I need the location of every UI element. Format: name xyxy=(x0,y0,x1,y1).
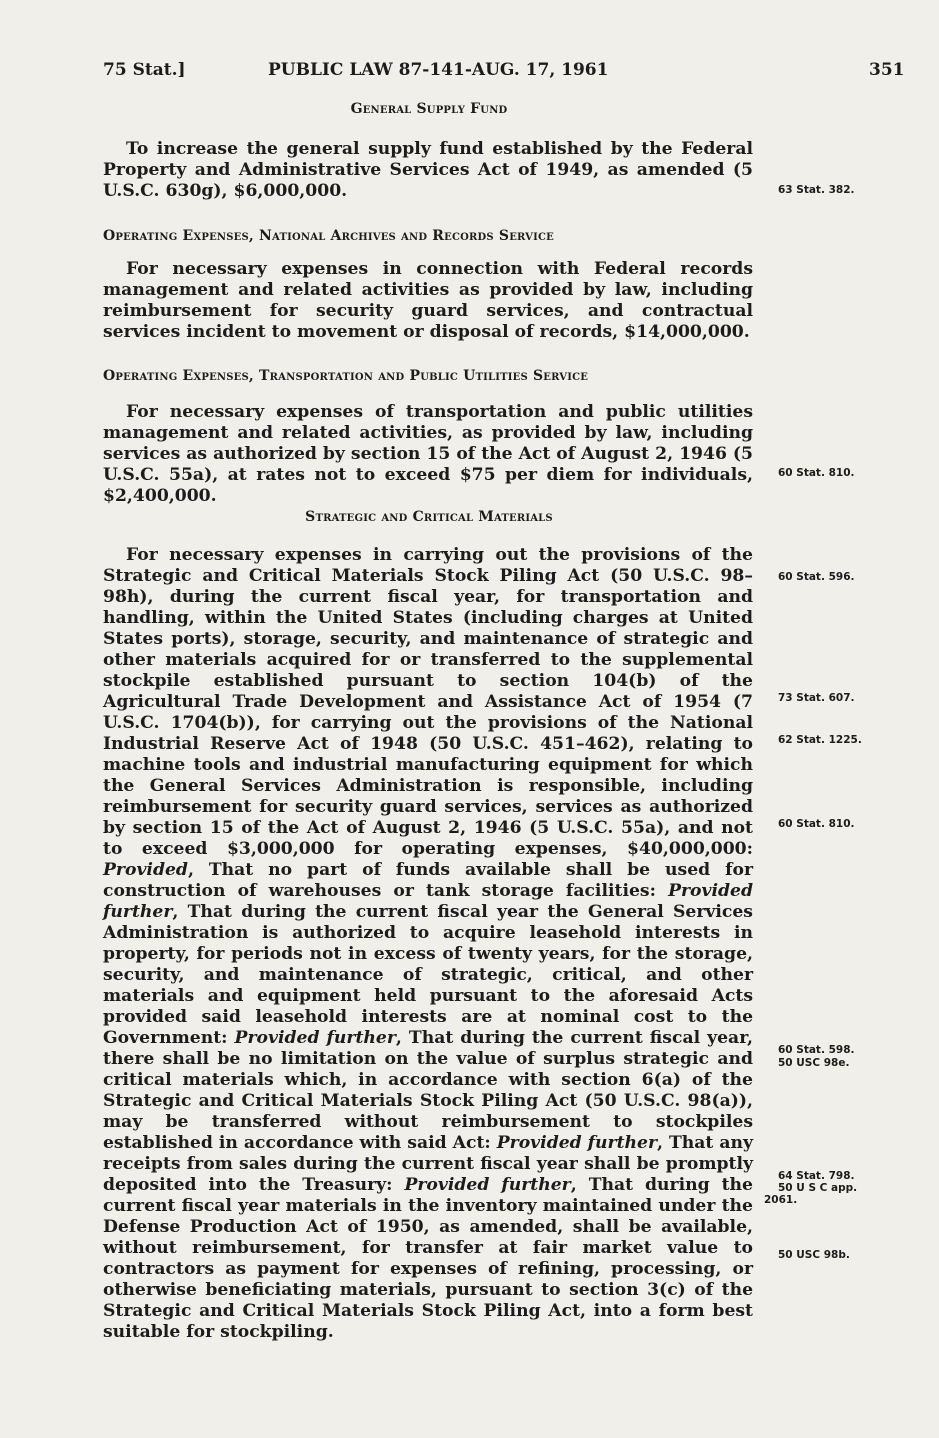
margin-note-citation: 63 Stat. 382. xyxy=(778,184,855,196)
law-citation: PUBLIC LAW 87-141-AUG. 17, 1961 xyxy=(268,60,609,80)
section-heading-general-supply-fund: General Supply Fund xyxy=(350,101,508,117)
proviso-term: Provided further xyxy=(103,881,753,922)
section-heading-transportation-utilities: Operating Expenses, Transportation and Public Utilities Service xyxy=(103,368,589,384)
margin-note-citation: 60 Stat. 598. xyxy=(778,1044,855,1056)
margin-note-citation: 60 Stat. 596. xyxy=(778,571,855,583)
paragraph-transportation-utilities: For necessary expenses of transportation and public utilities management and related activities, as provided by law, including services as authorized by section 15 of the Act of August 2, 1946 (5 U.S.C. 55a), at rates not to exceed $75 per diem for individuals, $2,400,000. xyxy=(103,402,753,506)
proviso-term: Provided further xyxy=(234,1028,396,1048)
margin-note-citation: 73 Stat. 607. xyxy=(778,692,855,704)
margin-note-citation: 64 Stat. 798. xyxy=(778,1170,855,1182)
margin-note-citation: 60 Stat. 810. xyxy=(778,818,855,830)
proviso-term: Provided further xyxy=(404,1175,571,1195)
paragraph-national-archives: For necessary expenses in connection with Federal records management and related activities as provided by law, including reimbursement for security guard services, and contractual services incident to movement or disposal of records, $14,000,000. xyxy=(103,259,753,342)
page-number: 351 xyxy=(869,60,905,80)
margin-note-citation: 60 Stat. 810. xyxy=(778,467,855,479)
margin-note-citation: 2061. xyxy=(764,1194,798,1206)
proviso-term: Provided further xyxy=(496,1133,658,1153)
statute-volume: 75 Stat.] xyxy=(103,60,186,80)
section-heading-national-archives: Operating Expenses, National Archives and Records Service xyxy=(103,228,554,244)
strategic-text-6: , That during the current fiscal year materials in the inventory maintained under the Defense Production Act of 1950, as amended, shall be available, without reimbursement, for transfer at fair market value to contractors as payment for expenses of refining, processing, or otherwise beneficiating materials, pursuant to section 3(c) of the Strategic and Critical Materials Stock Piling Act, into a form best suitable for stockpiling. xyxy=(103,1175,753,1342)
margin-note-citation: 62 Stat. 1225. xyxy=(778,734,862,746)
margin-note-citation: 50 USC 98b. xyxy=(778,1249,850,1261)
strategic-text-4: , That during the current fiscal year, there shall be no limitation on the value of surplus strategic and critical materials which, in accordance with section 6(a) of the Strategic and Critical Materials Stock Piling Act (50 U.S.C. 98(a)), may be transferred without reimbursement to stockpiles established in accordance with said Act: xyxy=(103,1028,753,1153)
margin-note-citation: 50 USC 98e. xyxy=(778,1057,850,1069)
proviso-term: Provided xyxy=(103,860,188,880)
strategic-text-5: , That any receipts from sales during the current fiscal year shall be promptly deposited into the Treasury: xyxy=(103,1133,753,1195)
section-heading-strategic-materials: Strategic and Critical Materials xyxy=(305,509,553,525)
running-head xyxy=(0,60,939,86)
paragraph-strategic-materials xyxy=(103,545,753,1343)
paragraph-general-supply-fund: To increase the general supply fund established by the Federal Property and Administrative Services Act of 1949, as amended (5 U.S.C. 630g), $6,000,000. xyxy=(103,139,753,201)
strategic-text-3: , That during the current fiscal year the General Services Administration is authorized to acquire leasehold interests in property, for periods not in excess of twenty years, for the storage, security, and maintenance of strategic, critical, and other materials and equipment held pursuant to the aforesaid Acts provided said leasehold interests are at nominal cost to the Government: xyxy=(103,902,753,1048)
strategic-text-2: , That no part of funds available shall be used for construction of warehouses or tank storage facilities: xyxy=(103,860,753,901)
margin-note-citation: 50 U S C app. xyxy=(778,1182,858,1194)
strategic-text-1: For necessary expenses in carrying out the provisions of the Strategic and Critical Materials Stock Piling Act (50 U.S.C. 98–98h), during the current fiscal year, for transportation and handling, within the United States (including charges at United States ports), storage, security, and maintenance of strategic and other materials acquired for or transferred to the supplemental stockpile established pursuant to section 104(b) of the Agricultural Trade Development and Assistance Act of 1954 (7 U.S.C. 1704(b)), for carrying out the provisions of the National Industrial Reserve Act of 1948 (50 U.S.C. 451–462), relating to machine tools and industrial manufacturing equipment for which the General Services Administration is responsible, including reimbursement for security guard services, services as authorized by section 15 of the Act of August 2, 1946 (5 U.S.C. 55a), and not to exceed $3,000,000 for operating expenses, $40,000,000: xyxy=(103,545,753,859)
